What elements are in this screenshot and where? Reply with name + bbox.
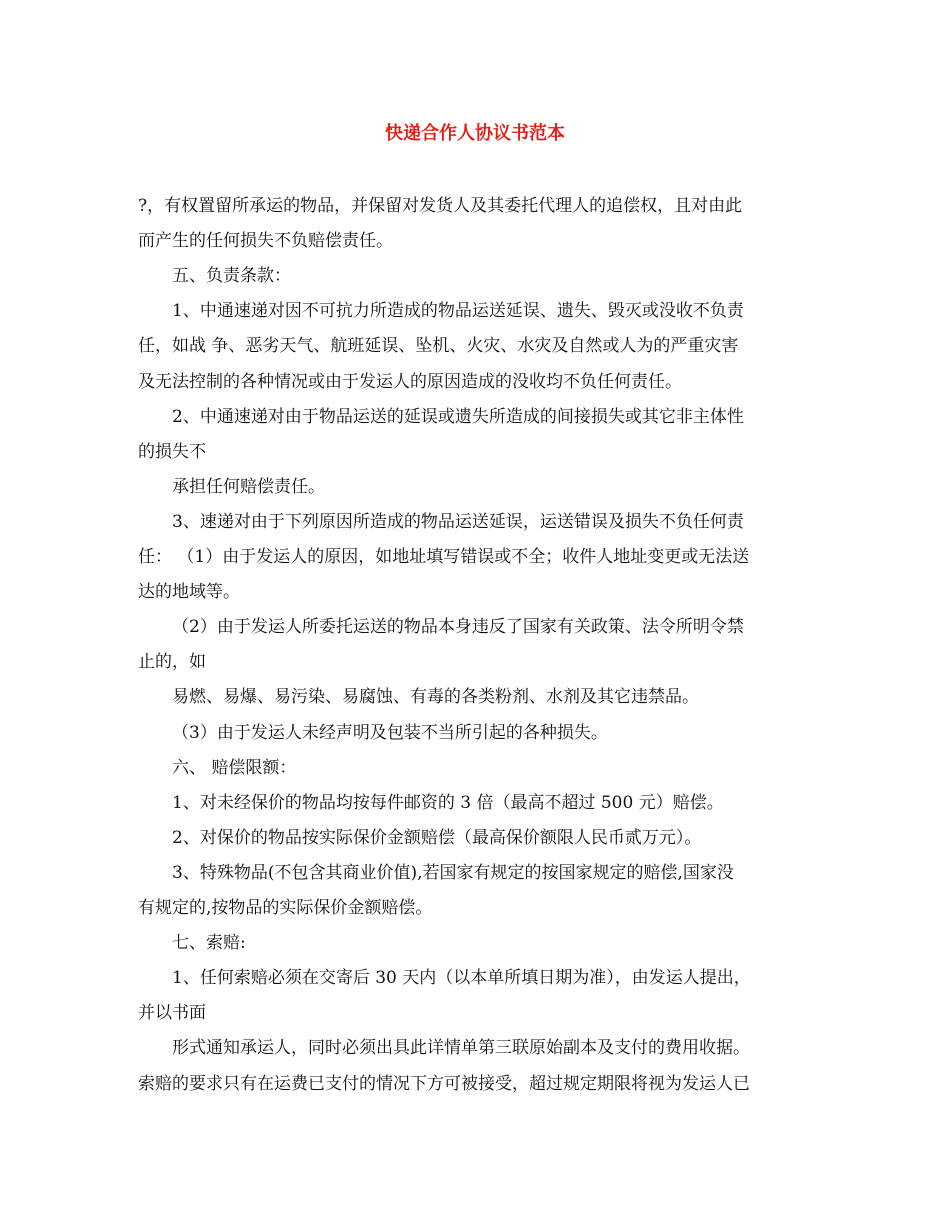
body-line: 的损失不 — [138, 442, 206, 462]
body-line: 1、任何索赔必须在交寄后 30 天内（以本单所填日期为准），由发运人提出， — [172, 968, 751, 988]
body-line: 2、中通速递对由于物品运送的延误或遗失所造成的间接损失或其它非主体性 — [172, 407, 744, 427]
body-line: 形式通知承运人，同时必须出具此详情单第三联原始副本及支付的费用收据。 — [172, 1038, 750, 1058]
body-line: 任，如战 争、恶劣天气、航班延误、坠机、火灾、水灾及自然或人为的严重灾害 — [138, 336, 739, 356]
body-line: 止的，如 — [138, 652, 206, 672]
body-line: （2）由于发运人所委托运送的物品本身违反了国家有关政策、法令所明令禁 — [172, 617, 744, 637]
body-line: 2、对保价的物品按实际保价金额赔偿（最高保价额限人民币贰万元）。 — [172, 828, 702, 848]
body-line: 索赔的要求只有在运费已支付的情况下方可被接受，超过规定期限将视为发运人已 — [138, 1074, 750, 1094]
body-line: 承担任何赔偿责任。 — [172, 477, 325, 497]
section-heading-5: 五、负责条款： — [172, 266, 291, 286]
section-heading-6: 六、 赔偿限额： — [172, 758, 297, 778]
body-line: 及无法控制的各种情况或由于发运人的原因造成的没收均不负任何责任。 — [138, 372, 682, 392]
body-line: （3）由于发运人未经声明及包装不当所引起的各种损失。 — [172, 723, 608, 743]
body-line: 1、中通速递对因不可抗力所造成的物品运送延误、遗失、毁灭或没收不负责 — [172, 301, 744, 321]
body-line: 而产生的任何损失不负赔偿责任。 — [138, 231, 393, 251]
body-line: ?，有权置留所承运的物品，并保留对发货人及其委托代理人的追偿权，且对由此 — [138, 196, 743, 216]
body-line: 有规定的,按物品的实际保价金额赔偿。 — [138, 898, 433, 918]
body-line: 3、特殊物品(不包含其商业价值),若国家有规定的按国家规定的赔偿,国家没 — [172, 863, 734, 883]
body-line: 易燃、易爆、易污染、易腐蚀、有毒的各类粉剂、水剂及其它违禁品。 — [172, 687, 699, 707]
body-line: 达的地域等。 — [138, 582, 240, 602]
body-line: 3、速递对由于下列原因所造成的物品运送延误，运送错误及损失不负任何责 — [172, 512, 744, 532]
body-line: 1、对未经保价的物品均按每件邮资的 3 倍（最高不超过 500 元）赔偿。 — [172, 793, 724, 813]
document-title: 快递合作人协议书范本 — [385, 123, 565, 144]
body-line: 任： （1）由于发运人的原因，如地址填写错误或不全；收件人地址变更或无法送 — [138, 547, 750, 567]
body-line: 并以书面 — [138, 1003, 206, 1023]
section-heading-7: 七、索赔: — [172, 933, 246, 953]
